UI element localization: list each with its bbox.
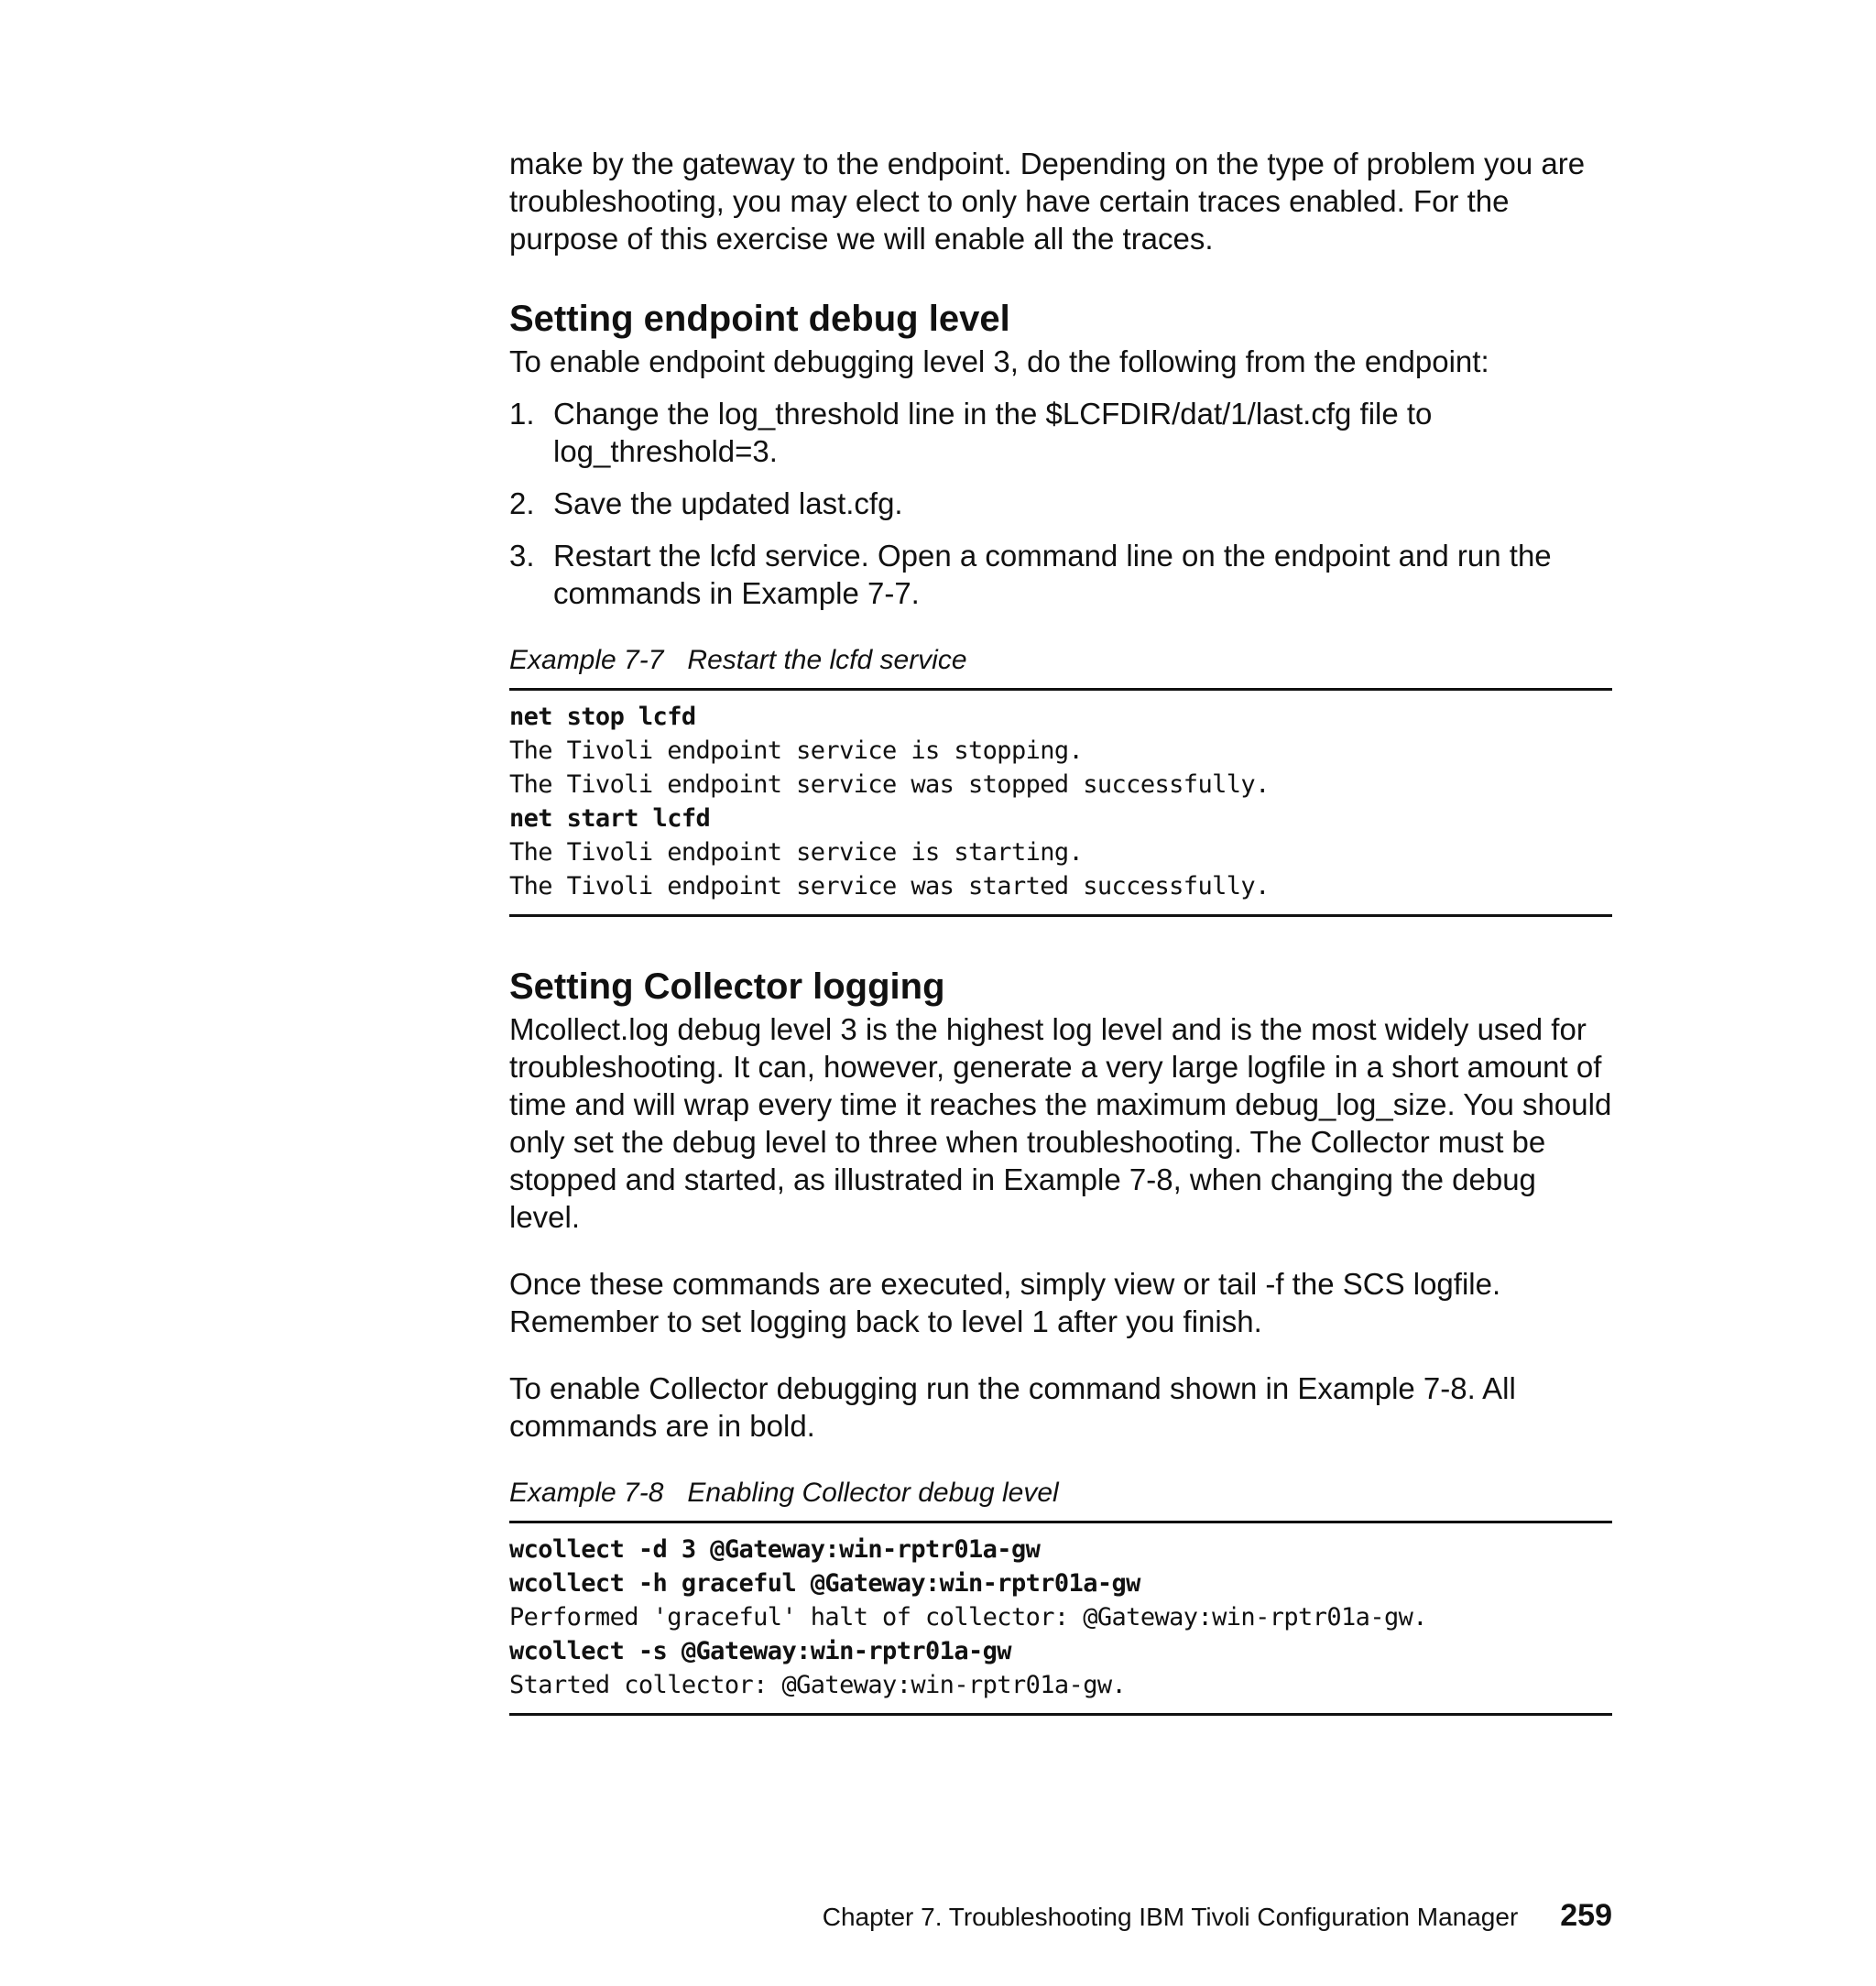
step-number: 1. (509, 397, 535, 431)
code-command-line: net start lcfd (509, 804, 711, 833)
section-heading-endpoint-debug: Setting endpoint debug level (509, 299, 1010, 339)
code-output-line: The Tivoli endpoint service is stopping. (509, 737, 1084, 765)
code-output-line: The Tivoli endpoint service was started successfully. (509, 872, 1270, 900)
page-footer (823, 1898, 1612, 1934)
example-7-8-caption (509, 1477, 1612, 1510)
code-output-line: The Tivoli endpoint service is starting. (509, 838, 1084, 867)
page-content (509, 145, 1612, 1716)
section-heading-collector-logging: Setting Collector logging (509, 966, 945, 1007)
code-output-line: The Tivoli endpoint service was stopped successfully. (509, 770, 1270, 799)
code-command-line: wcollect -h graceful @Gateway:win-rptr01a-gw (509, 1569, 1140, 1598)
code-output-line: Performed 'graceful' halt of collector: @Gateway:win-rptr01a-gw. (509, 1603, 1427, 1631)
step-text: Restart the lcfd service. Open a command line on the endpoint and run the commands in Example 7-7. (553, 539, 1552, 610)
example-7-7-caption (509, 644, 1612, 677)
code-command-line: wcollect -d 3 @Gateway:win-rptr01a-gw (509, 1535, 1041, 1564)
code-command-line: net stop lcfd (509, 703, 696, 731)
intro-paragraph: make by the gateway to the endpoint. Depending on the type of problem you are troubleshooting, you may elect to only have certain traces enabled. For the purpose of this exercise we will enable all the traces. (509, 147, 1586, 256)
page-number: 259 (1560, 1898, 1612, 1933)
list-item (509, 537, 1612, 612)
step-number: 3. (509, 539, 535, 573)
example-label: Example 7-8 (509, 1478, 664, 1508)
example-7-8-code-block (509, 1521, 1612, 1716)
example-7-7-code-block (509, 688, 1612, 917)
list-item (509, 395, 1612, 470)
code-output-line: Started collector: @Gateway:win-rptr01a-gw. (509, 1671, 1127, 1699)
example-title: Enabling Collector debug level (687, 1478, 1059, 1508)
collector-paragraph: To enable Collector debugging run the command shown in Example 7-8. All commands are in bold. (509, 1371, 1516, 1443)
example-label: Example 7-7 (509, 645, 664, 675)
endpoint-steps-list (509, 395, 1612, 612)
collector-paragraph: Mcollect.log debug level 3 is the highest log level and is the most widely used for troubleshooting. It can, however, generate a very large logfile in a short amount of time and will wrap every time it reaches the maximum debug_log_size. You should only set the debug level to three when troubleshooting. The Collector must be stopped and started, as illustrated in Example 7-8, when changing the debug level. (509, 1012, 1612, 1234)
code-command-line: wcollect -s @Gateway:win-rptr01a-gw (509, 1637, 1011, 1665)
list-item (509, 485, 1612, 522)
step-text: Change the log_threshold line in the $LCFDIR/dat/1/last.cfg file to log_threshold=3. (553, 397, 1433, 468)
step-number: 2. (509, 486, 535, 520)
example-title: Restart the lcfd service (687, 645, 967, 675)
endpoint-intro: To enable endpoint debugging level 3, do the following from the endpoint: (509, 344, 1489, 378)
collector-paragraph: Once these commands are executed, simply view or tail -f the SCS logfile. Remember to set logging back to level 1 after you finish. (509, 1267, 1501, 1338)
step-text: Save the updated last.cfg. (553, 486, 903, 520)
footer-chapter-title: Chapter 7. Troubleshooting IBM Tivoli Configuration Manager (822, 1903, 1519, 1931)
